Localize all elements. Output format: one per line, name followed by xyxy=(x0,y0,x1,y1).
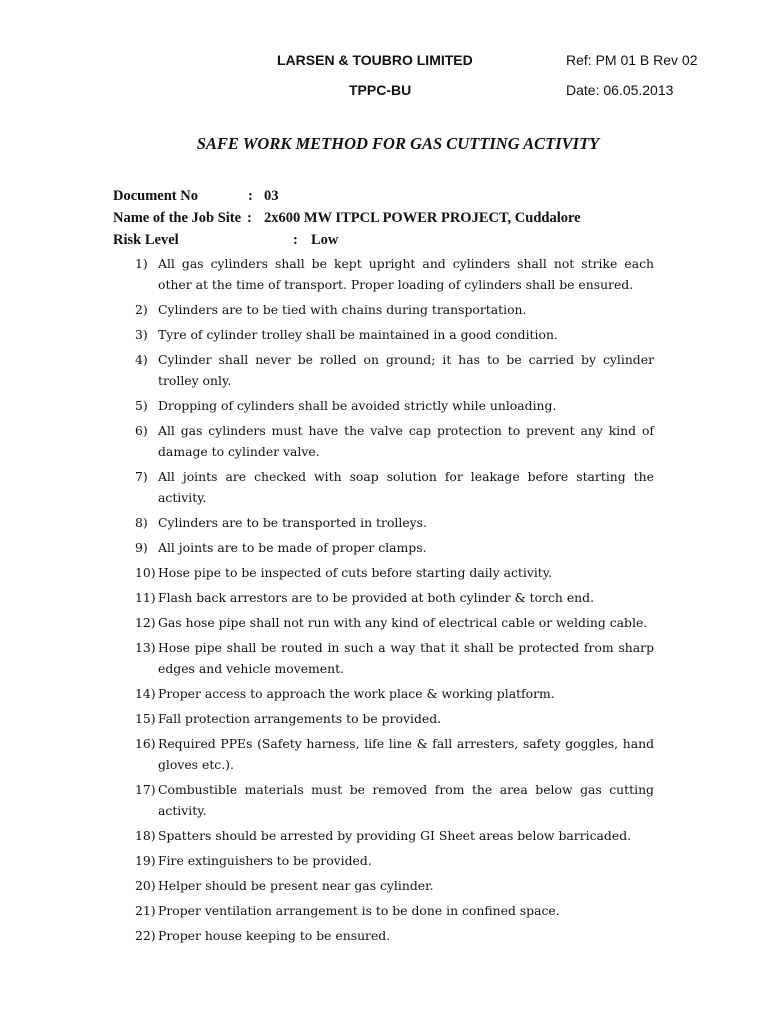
item-text: Cylinders are to be tied with chains during transportation. xyxy=(158,302,527,317)
list-item xyxy=(113,850,654,871)
list-item xyxy=(113,825,654,846)
list-item xyxy=(113,779,654,821)
item-number: 16) xyxy=(135,736,156,751)
safety-steps-list xyxy=(113,253,654,950)
item-number: 8) xyxy=(135,515,148,530)
meta-label: Document No xyxy=(113,188,198,204)
document-reference: Ref: PM 01 B Rev 02 xyxy=(566,52,698,68)
meta-value: Low xyxy=(311,232,339,248)
list-item xyxy=(113,512,654,533)
item-number: 19) xyxy=(135,853,156,868)
item-text: Proper house keeping to be ensured. xyxy=(158,928,391,943)
list-item xyxy=(113,324,654,345)
item-text: Flash back arrestors are to be provided at both cylinder & torch end. xyxy=(158,590,595,605)
item-text: All gas cylinders must have the valve cap protection to prevent any kind of damage to cylinder valve. xyxy=(158,423,654,459)
meta-value: 03 xyxy=(264,188,279,204)
company-name: LARSEN & TOUBRO LIMITED xyxy=(277,52,473,68)
list-item xyxy=(113,925,654,946)
business-unit: TPPC-BU xyxy=(349,82,412,98)
meta-value: 2x600 MW ITPCL POWER PROJECT, Cuddalore xyxy=(264,210,581,226)
item-text: Tyre of cylinder trolley shall be maintained in a good condition. xyxy=(158,327,558,342)
list-item xyxy=(113,708,654,729)
item-text: Fire extinguishers to be provided. xyxy=(158,853,372,868)
list-item xyxy=(113,395,654,416)
item-text: Combustible materials must be removed from the area below gas cutting activity. xyxy=(158,782,654,818)
document-date: Date: 06.05.2013 xyxy=(566,82,674,98)
item-number: 15) xyxy=(135,711,156,726)
list-item xyxy=(113,349,654,391)
item-number: 17) xyxy=(135,782,156,797)
item-text: All gas cylinders shall be kept upright and cylinders shall not strike each other at the time of transport. Proper loading of cylinders shall be ensured. xyxy=(158,256,654,292)
item-text: Gas hose pipe shall not run with any kind of electrical cable or welding cable. xyxy=(158,615,648,630)
item-number: 20) xyxy=(135,878,156,893)
item-number: 6) xyxy=(135,423,148,438)
item-text: Dropping of cylinders shall be avoided strictly while unloading. xyxy=(158,398,557,413)
item-text: Proper ventilation arrangement is to be done in confined space. xyxy=(158,903,560,918)
meta-label: Name of the Job Site xyxy=(113,210,242,226)
item-number: 14) xyxy=(135,686,156,701)
item-text: Helper should be present near gas cylinder. xyxy=(158,878,434,893)
item-number: 2) xyxy=(135,302,148,317)
list-item xyxy=(113,637,654,679)
item-text: All joints are checked with soap solution for leakage before starting the activity. xyxy=(158,469,654,505)
list-item xyxy=(113,299,654,320)
list-item xyxy=(113,537,654,558)
item-number: 5) xyxy=(135,398,148,413)
item-number: 12) xyxy=(135,615,156,630)
meta-separator: : xyxy=(247,210,252,226)
item-text: Proper access to approach the work place & working platform. xyxy=(158,686,555,701)
item-number: 10) xyxy=(135,565,156,580)
meta-separator: : xyxy=(293,232,298,248)
list-item xyxy=(113,683,654,704)
item-text: All joints are to be made of proper clamps. xyxy=(158,540,427,555)
list-item xyxy=(113,900,654,921)
item-text: Hose pipe to be inspected of cuts before starting daily activity. xyxy=(158,565,553,580)
list-item xyxy=(113,420,654,462)
list-item xyxy=(113,612,654,633)
page-title: SAFE WORK METHOD FOR GAS CUTTING ACTIVITY xyxy=(196,134,600,153)
item-number: 7) xyxy=(135,469,148,484)
item-number: 3) xyxy=(135,327,148,342)
item-text: Cylinders are to be transported in trolleys. xyxy=(158,515,427,530)
list-item xyxy=(113,875,654,896)
list-item xyxy=(113,562,654,583)
item-text: Cylinder shall never be rolled on ground; it has to be carried by cylinder trolley only. xyxy=(158,352,654,388)
list-item xyxy=(113,733,654,775)
item-number: 18) xyxy=(135,828,156,843)
list-item xyxy=(113,587,654,608)
meta-separator: : xyxy=(248,188,253,204)
item-number: 9) xyxy=(135,540,148,555)
item-number: 22) xyxy=(135,928,156,943)
item-number: 4) xyxy=(135,352,148,367)
item-text: Fall protection arrangements to be provided. xyxy=(158,711,442,726)
item-text: Required PPEs (Safety harness, life line & fall arresters, safety goggles, hand gloves etc.). xyxy=(158,736,654,772)
list-item xyxy=(113,466,654,508)
item-text: Hose pipe shall be routed in such a way that it shall be protected from sharp edges and vehicle movement. xyxy=(158,640,654,676)
meta-label: Risk Level xyxy=(113,232,179,248)
item-number: 21) xyxy=(135,903,156,918)
item-number: 11) xyxy=(135,590,156,605)
item-text: Spatters should be arrested by providing GI Sheet areas below barricaded. xyxy=(158,828,632,843)
item-number: 13) xyxy=(135,640,156,655)
item-number: 1) xyxy=(135,256,148,271)
list-item xyxy=(113,253,654,295)
